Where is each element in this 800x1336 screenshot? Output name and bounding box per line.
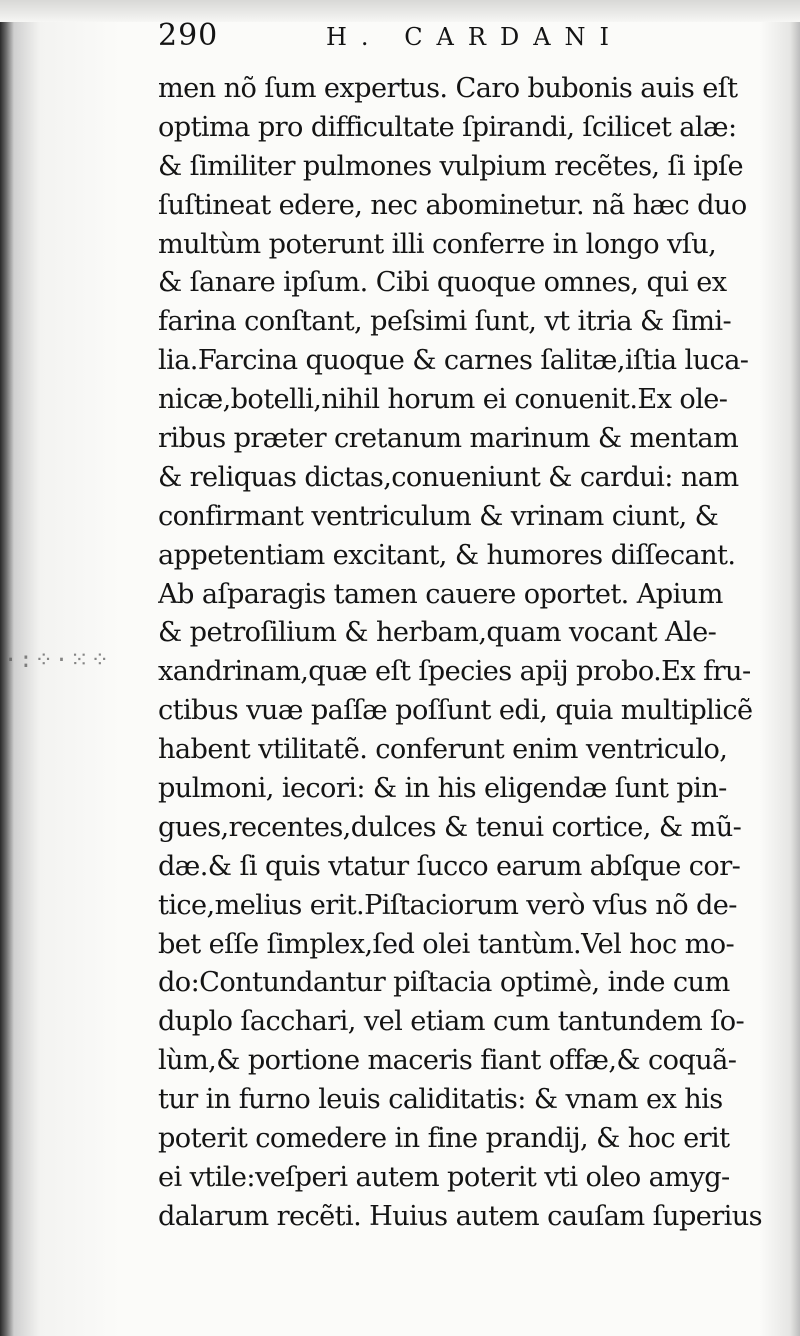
text-line: dæ.& ſi quis vtatur ſucco earum abſque cor- [158, 850, 741, 882]
text-line: ſuſtineat edere, nec abominetur. nã hæc duo [158, 189, 747, 221]
running-head [158, 18, 780, 70]
text-line: gues,recentes,dulces & tenui cortice, & mũ- [158, 811, 742, 843]
text-line: duplo ſacchari, vel etiam cum tantundem ſo- [158, 1006, 745, 1038]
text-line: & reliquas dictas,conueniunt & cardui: nam [158, 461, 739, 493]
text-line: tice,melius erit.Piſtaciorum verò vſus nõ de- [158, 889, 737, 921]
text-line: Ab aſparagis tamen cauere oportet. Apium [158, 578, 723, 610]
text-line: farina conſtant, peſsimi ſunt, vt itria & ſimi- [158, 306, 732, 338]
text-line: & ſimiliter pulmones vulpium recẽtes, ſi ipſe [158, 150, 743, 182]
text-line: ei vtile:veſperi autem poterit vti oleo amyg- [158, 1161, 730, 1193]
text-line: & petroſilium & herbam,quam vocant Ale- [158, 617, 717, 649]
text-line: & ſanare ipſum. Cibi quoque omnes, qui ex [158, 267, 727, 299]
text-line: optima pro difficultate ſpirandi, ſcilicet alæ: [158, 111, 737, 143]
text-line: lùm,& portione maceris fiant offæ,& coquã- [158, 1045, 737, 1077]
text-line: tur in furno leuis caliditatis: & vnam ex his [158, 1084, 723, 1116]
text-line: ctibus vuæ paſſæ poſſunt edi, quia multiplicẽ [158, 695, 753, 727]
text-line: ribus præter cretanum marinum & mentam [158, 423, 739, 455]
text-line: do:Contundantur piſtacia optimè, inde cum [158, 967, 730, 999]
text-block [158, 18, 780, 1237]
text-line: nicæ,botelli,nihil horum ei conuenit.Ex ole- [158, 384, 728, 416]
text-line: habent vtilitatẽ. conferunt enim ventriculo, [158, 734, 728, 766]
text-line: confirmant ventriculum & vrinam ciunt, & [158, 500, 719, 532]
text-line: xandrinam,quæ eſt ſpecies apij probo.Ex fru- [158, 656, 751, 688]
running-title: H. CARDANI [326, 23, 624, 51]
text-line: multùm poterunt illi conferre in longo vſu, [158, 228, 717, 260]
text-line: bet eſſe ſimplex,ſed olei tantùm.Vel hoc mo- [158, 928, 735, 960]
text-line: pulmoni, iecori: & in his eligendæ ſunt pin- [158, 773, 727, 805]
text-line: appetentiam excitant, & humores diſſecant. [158, 539, 736, 571]
text-line: lia.Farcina quoque & carnes ſalitæ,iſtia luca- [158, 345, 749, 377]
text-line: dalarum recẽti. Huius autem cauſam ſuperius [158, 1200, 762, 1232]
page-number: 290 [158, 18, 219, 53]
text-line: poterit comedere in fine prandij, & hoc erit [158, 1123, 730, 1155]
margin-ink-specks: ·:⁘·⁙⁘ [4, 648, 112, 673]
body-text [158, 70, 780, 1237]
text-line: men nõ ſum expertus. Caro bubonis auis eſt [158, 73, 738, 104]
